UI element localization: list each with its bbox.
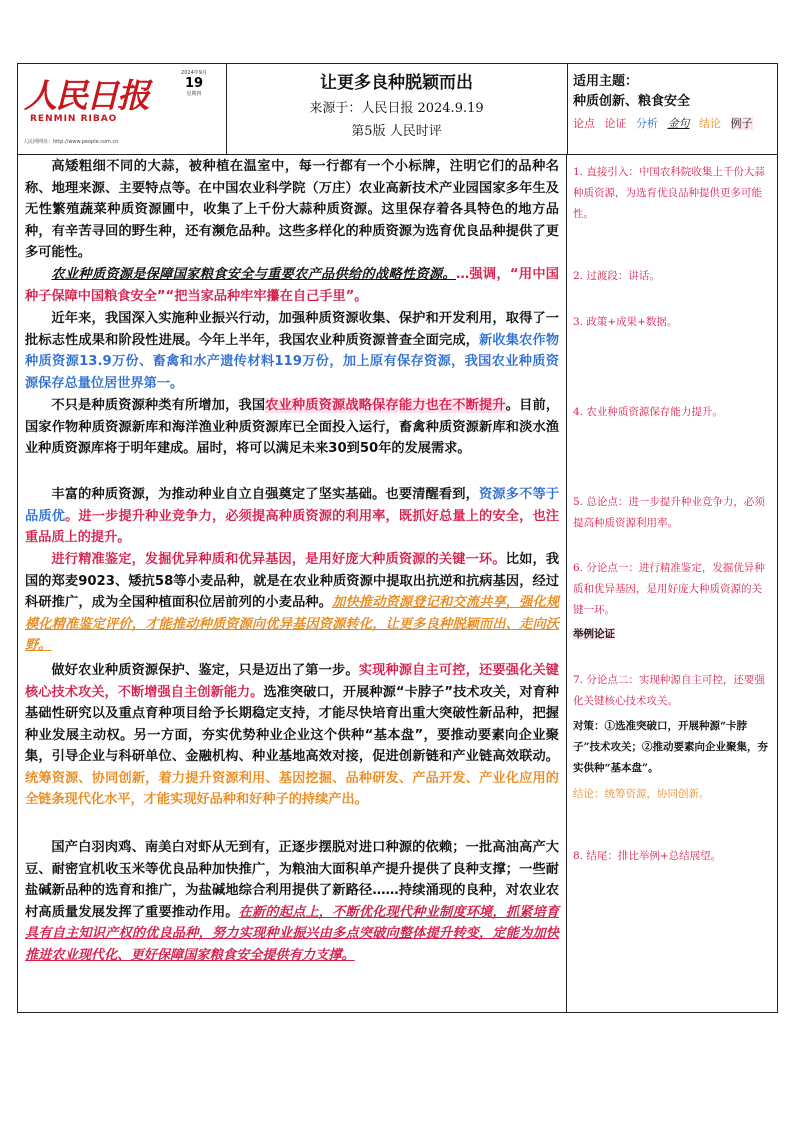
p7-text-c: 选准突破口，开展种源“卡脖子”技术攻关，对育种基础性研究以及重点育种项目给予长期稳定支持，才能尽快培育出重大突破性新品种，把握种业发展主动权。另一方面，夯实优势种业企业这个供种“基本盘”，要推动要素向企业聚集，引导企业与科研单位、金融机构、种业基地高效对接，促进创新链和产业链高效联动。 xyxy=(25,684,559,764)
p2-quote: …强调，“用中国种子保障中国粮食安全”“把当家品种牢牢攥在自己手里”。 xyxy=(25,267,559,304)
p5-thesis: 。进一步提升种业竞争力，必须提高种质资源的利用率，既抓好总量上的安全，也注重品质上的提升。 xyxy=(25,508,559,545)
p2-golden-sentence: 农业种质资源是保障国家粮食安全与重要农产品供给的战略性资源。 xyxy=(51,267,456,282)
paragraph-7 xyxy=(25,660,559,811)
theme-block xyxy=(567,64,777,154)
notes-column xyxy=(567,154,777,1012)
note-4: 4. 农业种质资源保存能力提升。 xyxy=(573,406,723,418)
paragraph-5 xyxy=(25,484,559,549)
p8-closing: 在新的起点上，不断优化现代种业制度环境，抓紧培育具有自主知识产权的优良品种，努力实现种业振兴由多点突破向整体提升转变，定能为加快推进农业现代化、更好保障国家粮食安全提供有力支撑。 xyxy=(25,904,560,963)
article-body xyxy=(18,154,567,1012)
p8-text: 国产白羽肉鸡、南美白对虾从无到有，正逐步摆脱对进口种源的依赖；一批高油高产大豆、耐密宜机收玉米等优良品种加快推广，为粮油大面积单产提升提供了良种支撑；一些耐盐碱新品种的选育和推广，为盐碱地综合利用提供了新路径……持续涌现的良种，对农业农村高质量发展发挥了重要推动作用。 xyxy=(25,840,559,920)
p5-text-a: 丰富的种质资源，为推动种业自立自强奠定了坚实基础。也要清醒看到， xyxy=(51,487,479,502)
p1-text: 高矮粗细不同的大蒜，被种植在温室中，每一行都有一个小标牌，注明它们的品种名称、地理来源、主要特点等。在中国农业科学院（万庄）农业高新技术产业园国家多年生及无性繁殖蔬菜种质资源圃中，收集了上千份大蒜种质资源。这里保存着各具特色的地方品种，有辛苦寻回的野生种，还有濒危品种。这些多样化的种质资源为选育优良品种提供了更多可能性。 xyxy=(25,159,559,260)
p7-point: 实现种源自主可控，还要强化关键核心技术攻关，不断增强自主创新能力。 xyxy=(25,663,559,700)
color-legend xyxy=(573,115,759,131)
legend-fenxi: 分析 xyxy=(636,117,658,130)
p4-point: 农业种质资源战略保存能力也在不断提升 xyxy=(265,398,506,413)
article-source: 来源于：人民日报 2024.9.19 xyxy=(309,101,484,116)
masthead-date: 2024年9月 xyxy=(181,70,207,76)
masthead-url: 人民网网址：http://www.people.com.cn xyxy=(23,139,119,145)
header-row xyxy=(18,64,777,155)
legend-lunzheng: 论证 xyxy=(604,117,627,130)
masthead-day: 19 xyxy=(184,76,204,91)
paragraph-4 xyxy=(25,395,559,460)
note-6-method-text: 举例论证 xyxy=(573,628,615,640)
logo-pinyin: RENMIN RIBAO xyxy=(30,114,118,124)
note-1: 1. 直接引入：中国农科院收集上千份大蒜种质资源，为选育优良品种提供更多可能性。 xyxy=(573,166,765,220)
masthead xyxy=(18,64,227,154)
document-sheet xyxy=(17,63,778,1013)
article-title: 让更多良种脱颖而出 xyxy=(320,73,473,93)
p3-data: 新收集农作物种质资源13.9万份、畜禽和水产遗传材料119万份，加上原有保存资源，我国农业种质资源保存总量位居世界第一。 xyxy=(25,332,560,391)
p6-example: 比如，我国的郑麦9023、矮抗58等小麦品种，就是在农业种质资源中提取出抗逆和抗病基因，经过科研推广，成为全国种植面积位居前列的小麦品种。 xyxy=(25,552,560,610)
p6-point: 进行精准鉴定，发掘优异种质和优异基因，是用好庞大种质资源的关键一环。 xyxy=(51,552,506,567)
p7-conclusion: 统筹资源、协同创新，着力提升资源利用、基因挖掘、品种研发、产品开发、产业化应用的全链条现代化水平，才能实现好品种和好种子的持续产出。 xyxy=(25,770,559,807)
legend-jielun: 结论 xyxy=(699,117,721,130)
note-6-method xyxy=(573,624,771,645)
paragraph-3 xyxy=(25,308,559,394)
theme-value: 种质创新、粮食安全 xyxy=(573,94,691,109)
theme-label: 适用主题： xyxy=(573,74,639,89)
masthead-weekday: 星期四 xyxy=(186,91,202,97)
paragraph-6 xyxy=(25,549,559,657)
p7-text-a: 做好农业种质资源保护、鉴定，只是迈出了第一步。 xyxy=(51,663,359,678)
note-7-measures: 对策：①选准突破口，开展种源“卡脖子”技术攻关；②推动要素向企业聚集，夯实供种“基本盘”。 xyxy=(573,720,769,774)
legend-jinju: 金句 xyxy=(667,117,690,130)
legend-lizi: 例子 xyxy=(730,117,753,130)
title-block xyxy=(226,64,568,154)
masthead-date-box xyxy=(166,70,222,144)
paragraph-8 xyxy=(25,837,559,966)
note-5: 5. 总论点：进一步提升种业竞争力，必须提高种质资源利用率。 xyxy=(573,496,765,529)
paragraph-2 xyxy=(25,264,559,307)
note-6: 6. 分论点一：进行精准鉴定，发掘优异种质和优异基因，是用好庞大种质资源的关键一环。 xyxy=(573,562,765,616)
newspaper-logo: 人民日报 xyxy=(24,76,148,115)
legend-lundian: 论点 xyxy=(573,117,595,130)
note-7-conclusion: 结论：统筹资源，协同创新。 xyxy=(573,788,710,800)
paragraph-1 xyxy=(25,156,559,264)
p3-text: 近年来，我国深入实施种业振兴行动，加强种质资源收集、保护和开发利用，取得了一批标志性成果和阶段性进展。今年上半年，我国农业种质资源普查全面完成， xyxy=(25,311,559,348)
p5-analysis: 资源多不等于品质优 xyxy=(25,487,560,524)
note-8: 8. 结尾：排比举例+总结展望。 xyxy=(573,850,722,862)
note-3: 3. 政策+成果+数据。 xyxy=(573,316,678,328)
p4-text-a: 不只是种质资源种类有所增加，我国 xyxy=(51,398,266,413)
p4-text-c: 。目前，国家作物种质资源新库和海洋渔业种质资源库已全面投入运行，畜禽种质资源新库和淡水渔业种质资源库将于明年建成。届时，将可以满足未来30到50年的发展需求。 xyxy=(25,398,560,456)
article-edition: 第5版 人民时评 xyxy=(351,124,442,139)
note-2: 2. 过渡段：讲话。 xyxy=(573,270,660,282)
p6-conclusion: 加快推动资源登记和交流共享，强化规模化精准鉴定评价，才能推动种质资源向优异基因资源转化，让更多良种脱颖而出、走向沃野。 xyxy=(25,595,560,653)
note-7: 7. 分论点二：实现种源自主可控，还要强化关键核心技术攻关。 xyxy=(573,674,765,707)
